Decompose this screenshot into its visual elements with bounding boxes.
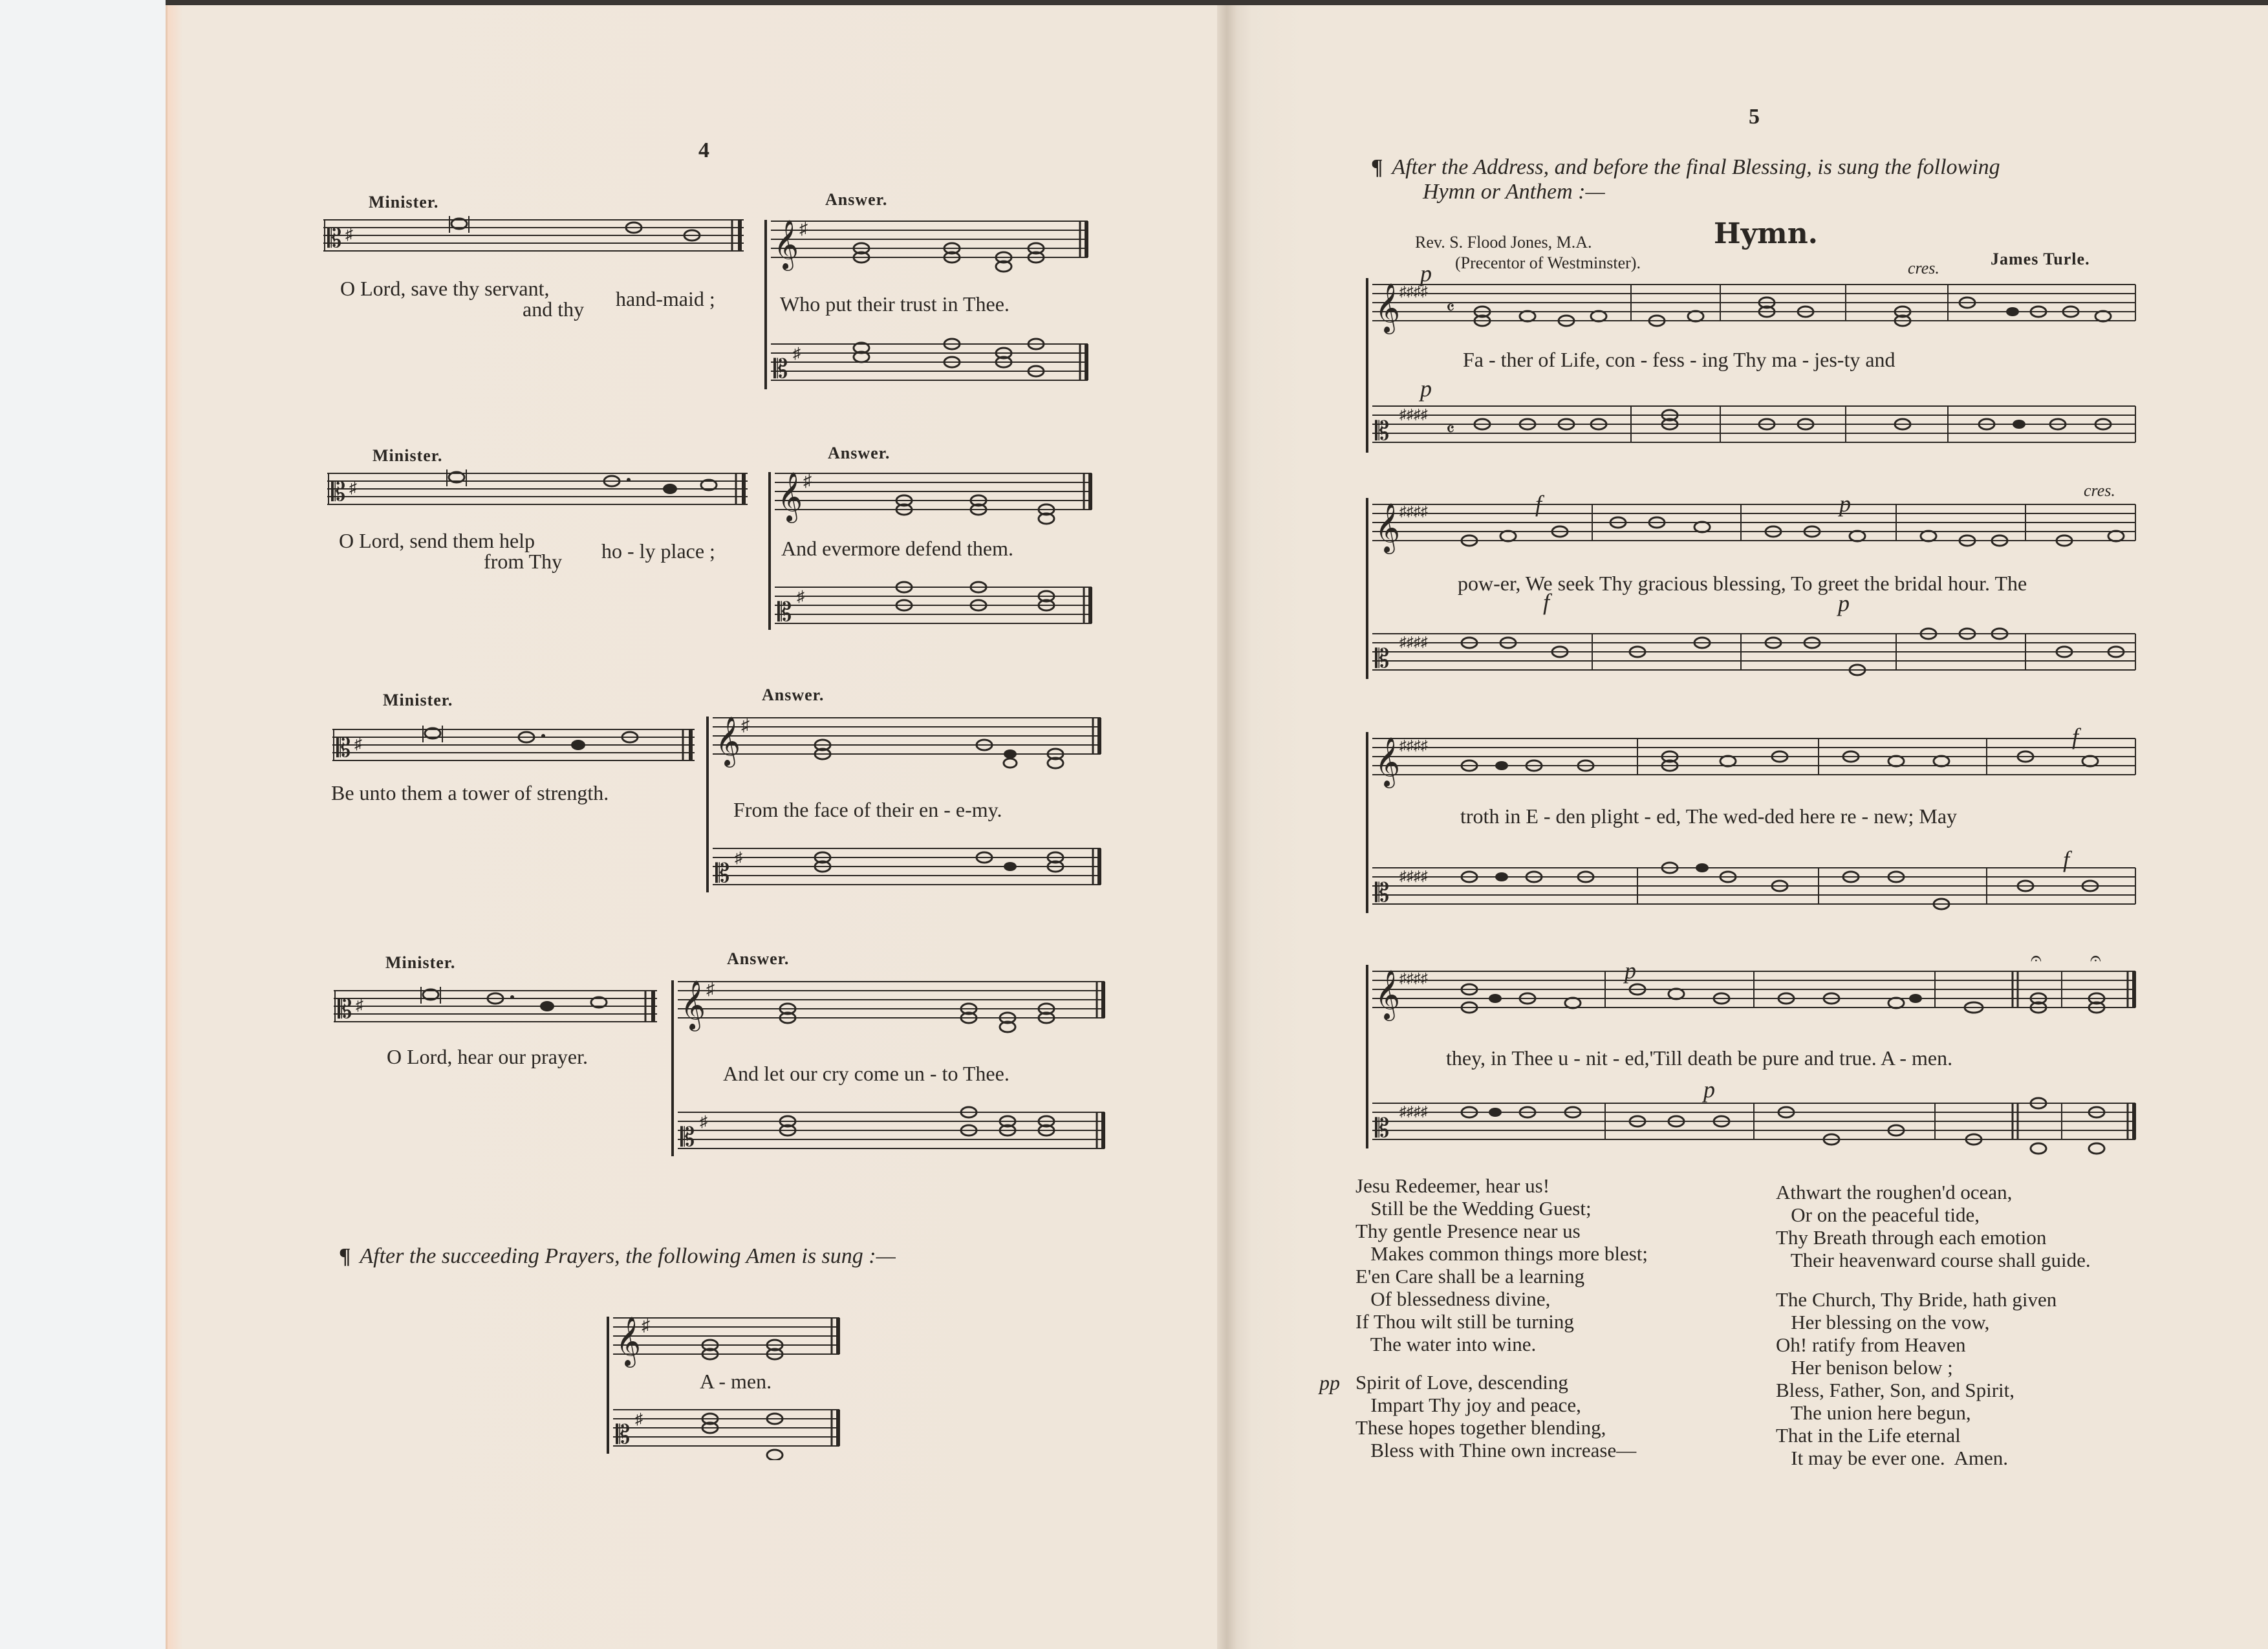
amen-text: A - men. [700,1370,772,1393]
svg-text:𝄡: 𝄡 [1375,644,1390,673]
svg-text:𝄡: 𝄡 [1375,416,1390,446]
svg-text:♯: ♯ [803,471,812,490]
svg-text:𝄐: 𝄐 [2031,948,2042,969]
hymn-rubric: ¶ After the Address, and before the final Blessing, is sung the following [1371,155,2000,179]
minister-text-2: and thy [523,297,585,321]
hymn-lyric-line-3: troth in E - den plight - ed, The wed-ded here re - new; May [1460,804,1958,828]
dynamic-piano: p [1625,958,1636,984]
dynamic-piano: p [1420,261,1432,286]
answer-label: Answer. [762,685,825,704]
page-number-right: 5 [1749,105,1760,129]
svg-text:♯: ♯ [793,345,801,362]
answer-label: Answer. [828,444,891,462]
svg-text:♯: ♯ [642,1316,650,1335]
minister-chant-staff [323,213,744,272]
svg-text:♯♯♯♯: ♯♯♯♯ [1399,406,1428,422]
amen-rubric: ¶ After the succeeding Prayers, the following Amen is sung :— [339,1244,896,1268]
minister-chant-staff [334,984,657,1042]
svg-text:𝄡: 𝄡 [715,859,730,888]
svg-text:♯♯♯♯: ♯♯♯♯ [1399,737,1428,753]
minister-text-3: ho - ly place ; [601,539,715,563]
svg-text:𝄡: 𝄡 [1375,878,1390,907]
svg-text:𝄞: 𝄞 [1375,971,1401,1018]
svg-text:♯: ♯ [345,226,353,243]
minister-text-3: hand-maid ; [616,287,715,310]
hymn-author-note: (Precentor of Westminster). [1455,253,1641,272]
page-number-left: 4 [698,138,709,162]
minister-label: Minister. [383,691,453,709]
svg-text:♯♯♯♯: ♯♯♯♯ [1399,868,1428,884]
dynamic-cres: cres. [1908,259,1939,277]
dynamic-forte: f [2072,724,2079,749]
svg-text:♯: ♯ [356,997,363,1014]
hymn-lyric-line-2: pow-er, We seek Thy gracious blessing, To greet the bridal hour. The [1458,572,2027,595]
verse-stanza: Spirit of Love, descending Impart Thy joy and peace, These hopes together blending, Bless with Thine own increase— [1355,1371,1637,1461]
answer-text: Who put their trust in Thee. [780,292,1010,316]
svg-text:♯♯♯♯: ♯♯♯♯ [1399,1103,1428,1119]
svg-text:𝄡: 𝄡 [777,598,792,627]
hymn-lyric-line-1: Fa - ther of Life, con - fess - ing Thy ma - jes-ty and [1463,348,1895,371]
minister-chant-staff [332,723,695,781]
svg-text:♯: ♯ [349,480,357,497]
top-edge-shadow [166,0,2268,5]
minister-text: O Lord, send them help [339,529,535,552]
dynamic-pianissimo: pp [1319,1371,1340,1394]
svg-text:♯: ♯ [700,1114,707,1130]
answer-label: Answer. [727,949,790,968]
dynamic-forte: f [1543,589,1550,615]
svg-text:𝄞: 𝄞 [1375,285,1401,332]
svg-text:♯: ♯ [741,716,750,735]
minister-label: Minister. [373,446,443,465]
svg-text:♯: ♯ [706,980,715,998]
svg-text:𝄴: 𝄴 [1446,297,1455,319]
svg-text:𝄡: 𝄡 [338,995,352,1024]
svg-text:𝄞: 𝄞 [777,473,803,521]
dynamic-forte: f [1535,491,1542,517]
dynamic-piano: p [1839,491,1851,517]
svg-text:𝄴: 𝄴 [1446,419,1455,440]
minister-text: O Lord, save thy servant, [340,277,550,300]
dynamic-forte: f [2063,846,2070,872]
verse-stanza: Jesu Redeemer, hear us! Still be the Wedding Guest; Thy gentle Presence near us Makes common things more blest; E'en Care shall be a learning Of blessedness divine, If Thou wilt still be turning The water into wine. [1355,1174,1648,1355]
hymn-author: Rev. S. Flood Jones, M.A. [1415,233,1592,252]
hymn-rubric-line1: After the Address, and before the final Blessing, is sung the following [1392,155,2000,179]
svg-text:♯: ♯ [797,588,805,605]
svg-text:♯♯♯♯: ♯♯♯♯ [1399,283,1428,299]
svg-text:𝄞: 𝄞 [1375,738,1401,786]
svg-text:♯♯♯♯: ♯♯♯♯ [1399,970,1428,986]
hymn-title: Hymn. [1714,217,1819,250]
svg-text:𝄐: 𝄐 [2090,948,2101,969]
svg-text:♯: ♯ [735,850,742,867]
svg-text:𝄞: 𝄞 [616,1318,642,1365]
verse-stanza: Athwart the roughen'd ocean, Or on the peaceful tide, Thy Breath through each emotion Their heavenward course shall guide. [1776,1181,2091,1271]
hymn-lyric-line-4: they, in Thee u - nit - ed,'Till death be pure and true. A - men. [1446,1046,1953,1070]
svg-text:𝄡: 𝄡 [336,733,351,762]
svg-text:𝄡: 𝄡 [616,1420,631,1449]
dynamic-piano: p [1420,376,1432,402]
minister-label: Minister. [385,953,456,972]
dynamic-piano: p [1703,1077,1715,1103]
minister-label: Minister. [369,193,439,211]
book-gutter [1217,0,1237,1649]
svg-text:♯: ♯ [799,219,808,238]
dynamic-piano: p [1838,590,1850,616]
svg-text:𝄡: 𝄡 [327,224,342,253]
minister-text: Be unto them a tower of strength. [331,781,609,804]
hymn-rubric-line2: Hymn or Anthem :— [1423,180,1605,204]
minister-chant-staff [327,467,748,525]
svg-text:𝄡: 𝄡 [773,354,788,383]
svg-text:𝄡: 𝄡 [1375,1114,1390,1143]
hymn-composer: James Turle. [1991,250,2090,268]
svg-text:♯♯♯♯: ♯♯♯♯ [1399,503,1428,519]
svg-text:♯: ♯ [354,736,362,753]
dynamic-cres: cres. [2084,481,2115,500]
answer-text: From the face of their en - e-my. [733,798,1002,821]
svg-text:𝄞: 𝄞 [1375,504,1401,552]
amen-rubric-text: After the succeeding Prayers, the following Amen is sung :— [360,1244,896,1268]
svg-text:𝄞: 𝄞 [715,718,741,765]
svg-text:♯: ♯ [635,1411,643,1428]
svg-text:𝄞: 𝄞 [680,982,706,1029]
svg-text:𝄡: 𝄡 [680,1123,695,1152]
svg-text:𝄡: 𝄡 [331,477,346,506]
answer-text: And evermore defend them. [781,537,1013,560]
minister-text: O Lord, hear our prayer. [387,1045,588,1068]
svg-text:♯♯♯♯: ♯♯♯♯ [1399,634,1428,650]
minister-text-2: from Thy [484,550,563,573]
svg-text:𝄞: 𝄞 [773,221,799,268]
verse-stanza: The Church, Thy Bride, hath given Her blessing on the vow, Oh! ratify from Heaven Her benison below ; Bless, Father, Son, and Spirit, The union here begun, That in the Life eternal It may be ever one. Amen. [1776,1288,2057,1469]
answer-label: Answer. [825,190,888,209]
answer-text: And let our cry come un - to Thee. [723,1062,1010,1085]
